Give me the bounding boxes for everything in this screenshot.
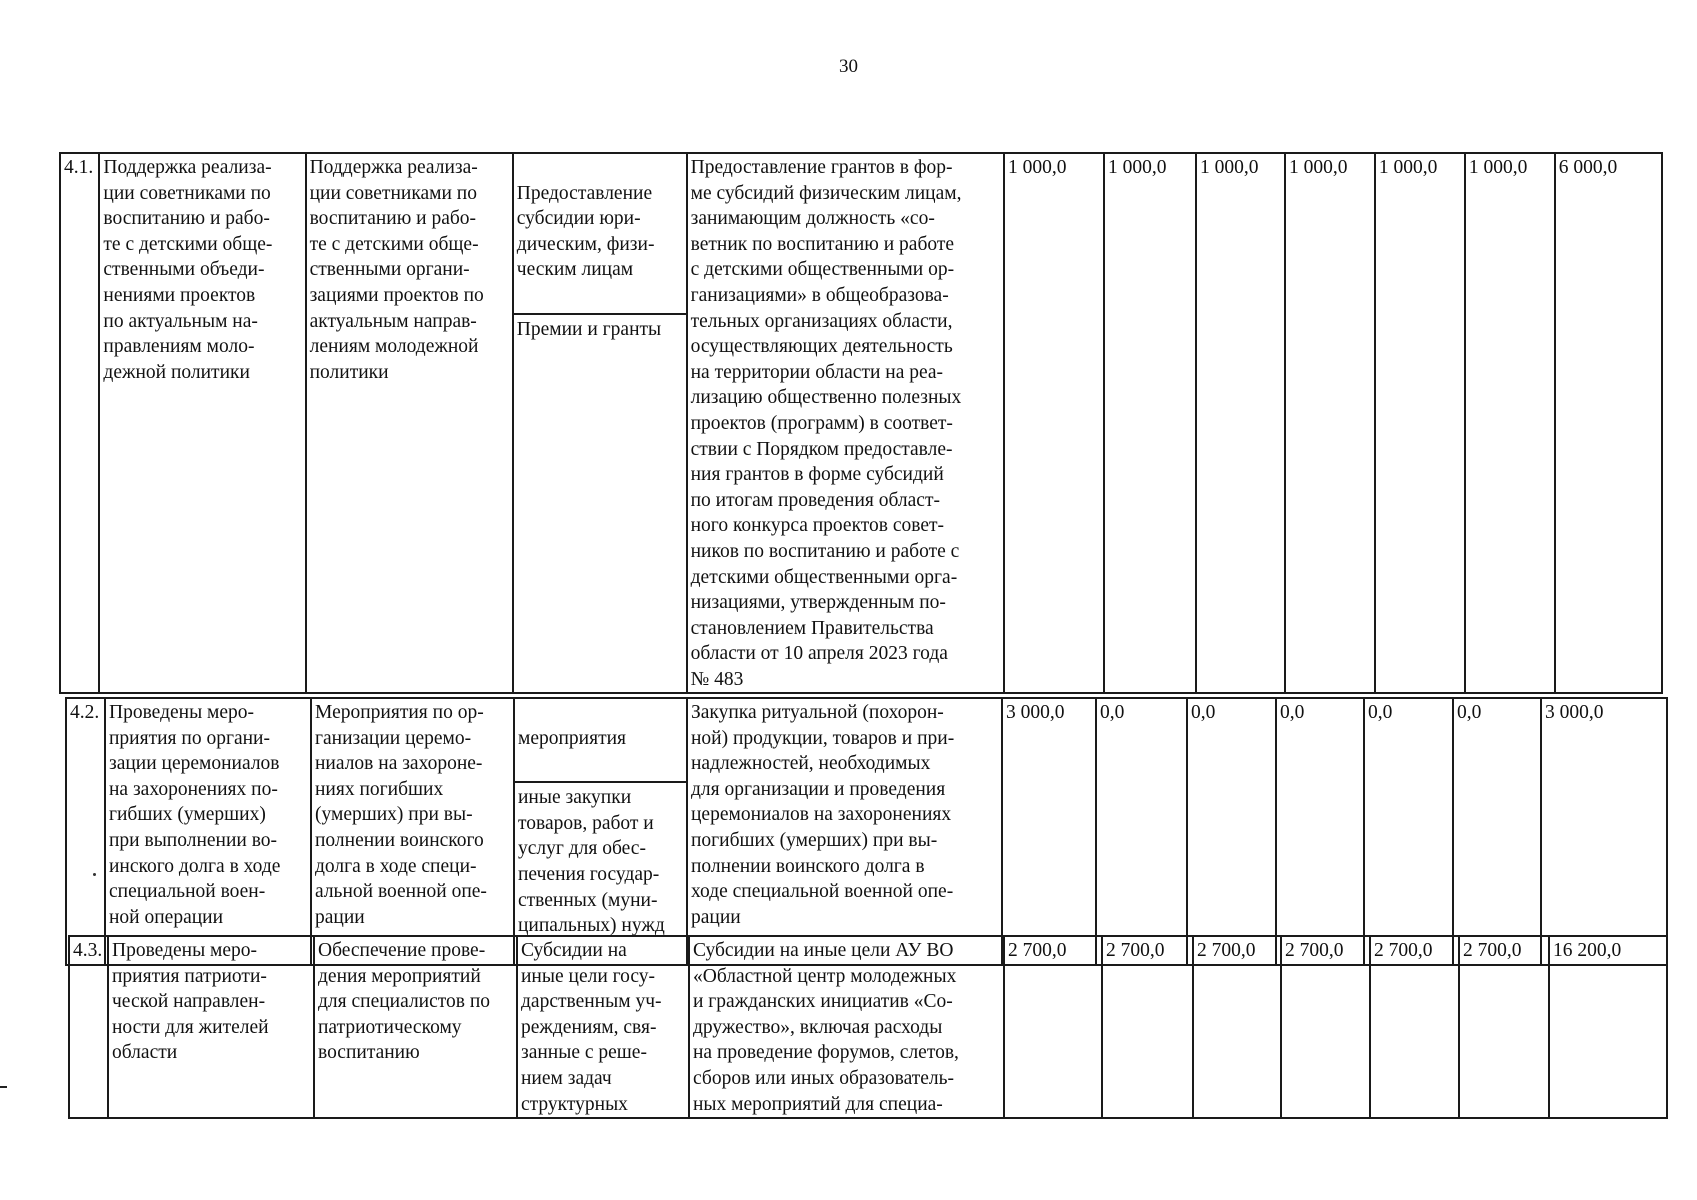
result-cell: Проведены меро- приятия по органи- зации церемониалов на захоронениях по- гибших (умерших) при выполнении во- инского долга в ходе специальной воен- ной операции xyxy=(105,698,311,965)
row-number: 4.2. xyxy=(66,698,105,965)
margin-mark xyxy=(0,1086,7,1088)
expense-type-cell xyxy=(513,153,687,693)
value-cell: 1 000,0 xyxy=(1375,153,1465,693)
expense-type-primary: Предоставление субсидии юри- дическим, физи- ческим лицам xyxy=(516,182,655,281)
value-cell: 1 000,0 xyxy=(1004,153,1104,693)
page-number: 30 xyxy=(839,56,858,77)
description-cell: Закупка ритуальной (похорон- ной) продукции, товаров и при- надлежностей, необходимых для организации и проведения церемониалов на захоронениях погибших (умерших) при вы- полнении воинского долга в ходе специальной военной опе- рации xyxy=(687,698,1002,965)
expense-type-cell: Субсидии на иные цели госу- дарственным уч- реждениям, свя- занные с реше- нием задач структурных xyxy=(517,936,689,1118)
value-cell: 0,0 xyxy=(1364,698,1453,965)
row-number: 4.1. xyxy=(60,153,99,693)
expense-type-secondary: иные закупки товаров, работ и услуг для обес- печения государ- ственных (муни- ципальных) нужд xyxy=(515,781,686,939)
value-cell: 2 700,0 xyxy=(1004,936,1102,1118)
result-cell: Поддержка реализа- ции советниками по воспитанию и рабо- те с детскими обще- ственными объеди- нениями проектов по актуальным на- правлениям моло- дежной политики xyxy=(99,153,305,693)
table-segment-4-3 xyxy=(68,935,1668,1119)
value-cell: 2 700,0 xyxy=(1102,936,1193,1118)
value-cell: 0,0 xyxy=(1453,698,1541,965)
value-cell: 0,0 xyxy=(1096,698,1187,965)
value-cell: 1 000,0 xyxy=(1196,153,1285,693)
value-cell: 1 000,0 xyxy=(1465,153,1555,693)
result-cell: Проведены меро- приятия патриоти- ческой направлен- ности для жителей области xyxy=(108,936,314,1118)
value-cell: 1 000,0 xyxy=(1285,153,1375,693)
value-cell: 2 700,0 xyxy=(1281,936,1370,1118)
measure-cell: Поддержка реализа- ции советниками по воспитанию и рабо- те с детскими обще- ственными органи- зациями проектов по актуальным направ- лениям молодежной политики xyxy=(306,153,513,693)
value-cell: 1 000,0 xyxy=(1104,153,1196,693)
expense-type-cell xyxy=(514,698,687,965)
total-cell: 3 000,0 xyxy=(1541,698,1667,965)
value-cell: 0,0 xyxy=(1276,698,1364,965)
value-cell: 0,0 xyxy=(1187,698,1276,965)
value-cell: 2 700,0 xyxy=(1193,936,1281,1118)
value-cell: 2 700,0 xyxy=(1370,936,1459,1118)
measure-cell: Обеспечение прове- дения мероприятий для специалистов по патриотическому воспитанию xyxy=(314,936,517,1118)
value-cell: 3 000,0 xyxy=(1002,698,1096,965)
description-cell: Предоставление грантов в фор- ме субсидий физическим лицам, занимающим должность «со- ветник по воспитанию и работе с детскими общественными ор- ганизациями» в общеобразова- тельных организациях области, осуществляющих деятельность на территории области на реа- лизацию общественно полезных проектов (программ) в соответ- ствии с Порядком предоставле- ния грантов в форме субсидий по итогам проведения област- ного конкурса проектов совет- ников по воспитанию и работе с детскими общественными орга- низациями, утвержденным по- становлением Правительства области от 10 апреля 2023 года № 483 xyxy=(687,153,1004,693)
table-segment-4-1 xyxy=(59,152,1663,694)
row-number: 4.3. xyxy=(69,936,108,1118)
table-row xyxy=(66,698,1667,965)
expense-type-primary: мероприятия xyxy=(518,727,627,749)
measure-cell: Мероприятия по ор- ганизации церемо- ниалов на захороне- ниях погибших (умерших) при вы- полнении воинского долга в ходе специ- альной военной опе- рации xyxy=(311,698,514,965)
table-row xyxy=(69,936,1667,1118)
total-cell: 6 000,0 xyxy=(1555,153,1662,693)
table-row xyxy=(60,153,1662,693)
value-cell: 2 700,0 xyxy=(1459,936,1549,1118)
expense-type-secondary: Премии и гранты xyxy=(514,313,686,343)
total-cell: 16 200,0 xyxy=(1549,936,1667,1118)
description-cell: Субсидии на иные цели АУ ВО «Областной центр молодежных и гражданских инициатив «Со- дружество», включая расходы на проведение форумов, слетов, сборов или иных образователь- ных мероприятий для специа- xyxy=(689,936,1004,1118)
table-segment-4-2 xyxy=(65,697,1668,966)
